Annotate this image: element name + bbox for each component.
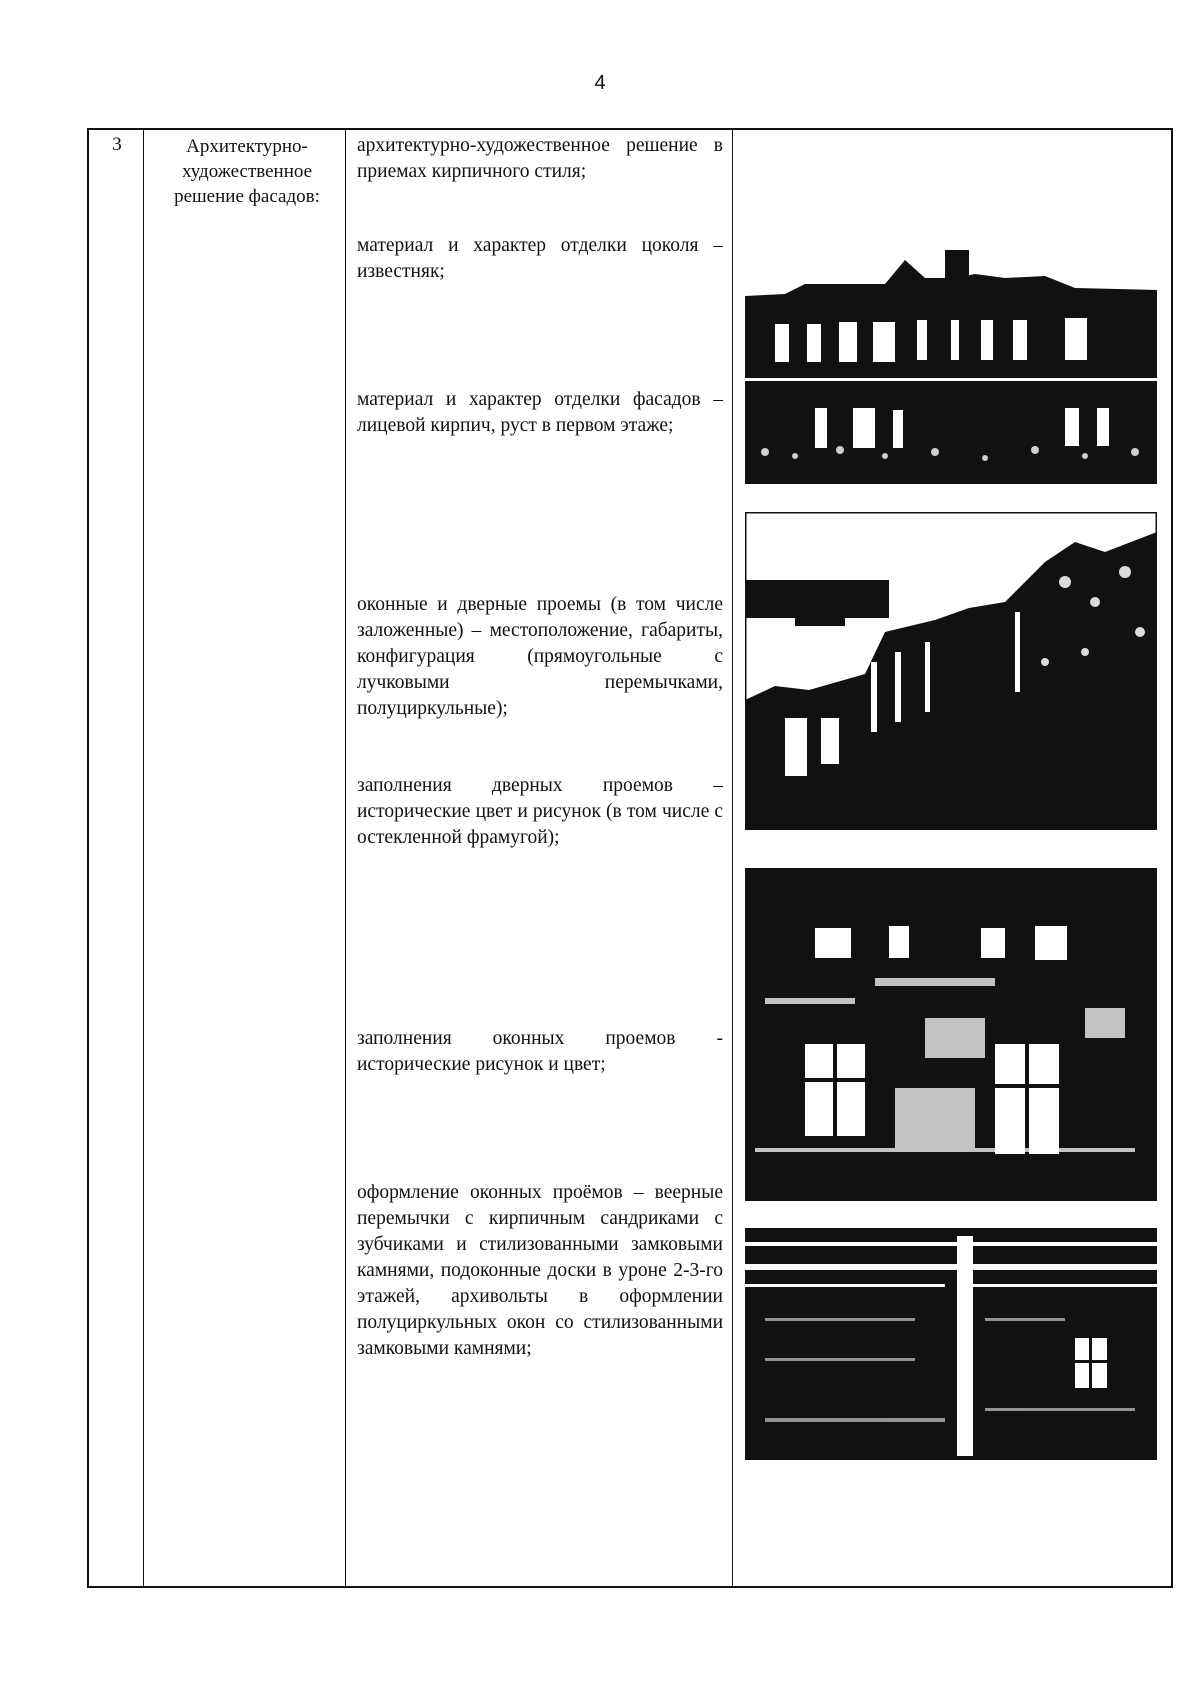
column-divider <box>732 130 733 1586</box>
item-text: материал и характер отделки цоколя – известняк; <box>357 235 723 282</box>
item-text: заполнения оконных проемов - исторические рисунок и цвет; <box>357 1028 723 1075</box>
item-text: оформление оконных проёмов – веерные перемычки с кирпичным сандриками с зубчиками и стилизованными замковыми камнями, подоконные доски в уроне 2-3-го этажей, архивольты в оформлении полуциркульных окон со стилизованными замковыми камнями; <box>357 1182 723 1359</box>
facade-photo <box>745 194 1157 484</box>
heritage-table <box>87 128 1173 1588</box>
item-text: архитектурно-художественное решение в приемах кирпичного стиля; <box>357 135 723 182</box>
column-divider <box>143 130 144 1586</box>
row-number: 3 <box>112 134 122 155</box>
item-text: заполнения дверных проемов – исторические цвет и рисунок (в том числе с остекленной фрамугой); <box>357 775 723 848</box>
item-text: материал и характер отделки фасадов – лицевой кирпич, руст в первом этаже; <box>357 389 723 436</box>
facade-photo <box>745 512 1157 830</box>
facade-photo <box>745 868 1157 1201</box>
item-text: оконные и дверные проемы (в том числе заложенные) – местоположение, габариты, конфигурация (прямоугольные с лучковыми перемычками, полуциркульные); <box>357 594 723 719</box>
page-number: 4 <box>594 72 606 94</box>
row-title: Архитектурно-художественное решение фасадов: <box>174 136 320 207</box>
facade-photo <box>745 1228 1157 1460</box>
column-divider <box>345 130 346 1586</box>
